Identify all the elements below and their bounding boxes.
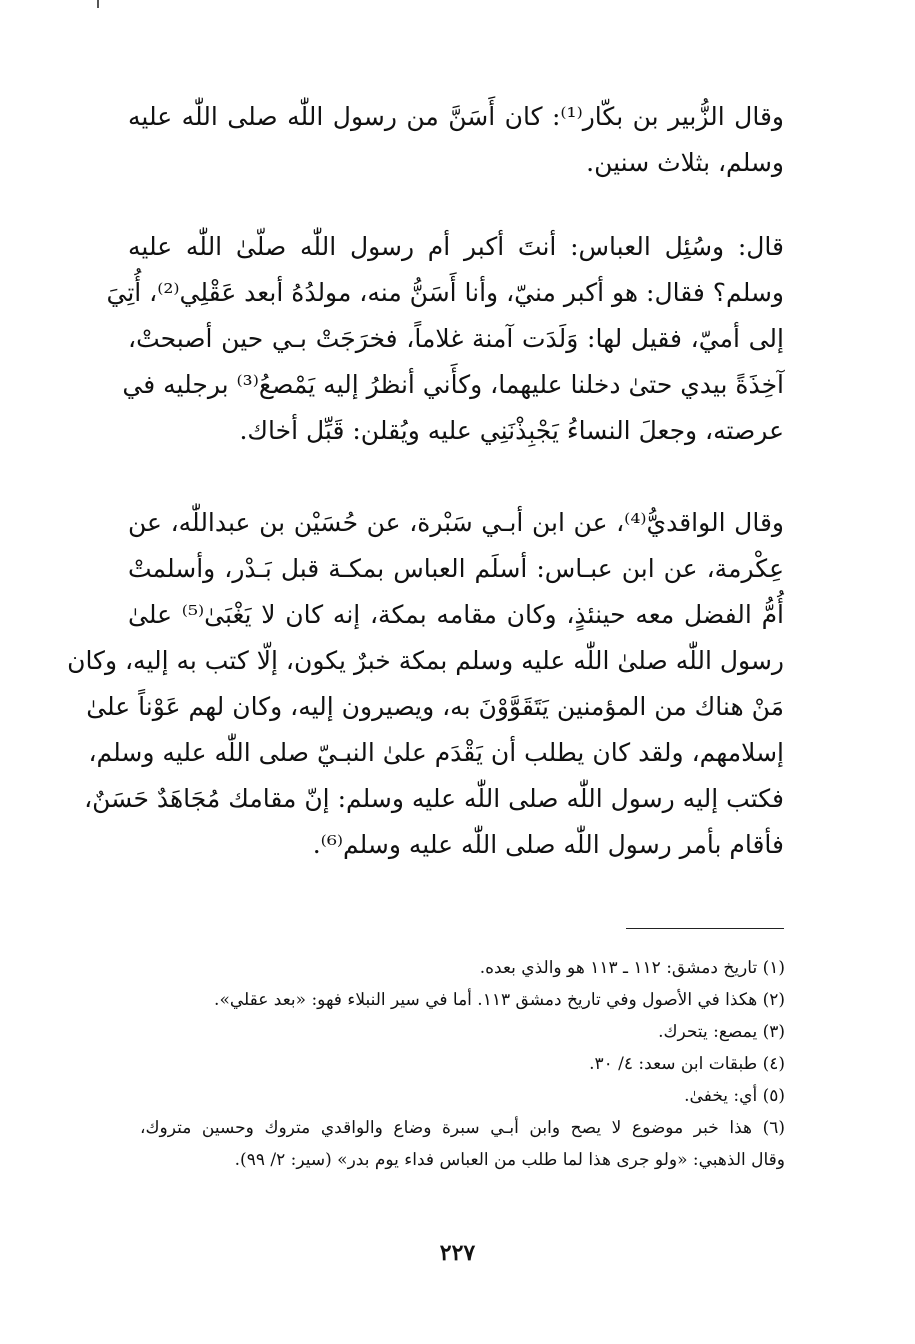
text-line: رسول اللّٰه صلىٰ اللّٰه عليه وسلم بمكة خبرٌ يكون، إلّا كتب به إليه، وكان <box>67 646 784 675</box>
text-line: عرصته، وجعلَ النساءُ يَجْبِذْنَنِي عليه ويُقلن: قَبِّل أخاك. <box>239 416 784 445</box>
text-line: فأقام بأمر رسول اللّٰه صلى اللّٰه عليه وسلم⁽⁶⁾. <box>312 830 784 859</box>
text-line: مَنْ هناك من المؤمنين يَتَقَوَّوْنَ به، ويصيرون إليه، وكان لهم عَوْناً علىٰ <box>86 692 784 721</box>
text-line: آخِذَةً بيدي حتىٰ دخلنا عليهما، وكأَني أنظرُ إليه يَمْصعُ⁽³⁾ برجليه في <box>122 370 784 399</box>
text-line: وسلم؟ فقال: هو أكبر منيّ، وأنا أَسَنُّ منه، مولدُهُ أبعد عَقْلِي⁽²⁾، أُتِيَ <box>106 278 784 307</box>
footnote-3: (٣) يمصع: يتحرك. <box>658 1022 785 1042</box>
footnote-6: (٦) هذا خبر موضوع لا يصح وابن أبـي سبرة وضاع والواقدي متروك وحسين متروك، <box>140 1118 785 1138</box>
footnotes <box>140 952 785 1176</box>
footnote-6-continued: وقال الذهبي: «ولو جرى هذا لما طلب من العباس فداء يوم بدر» (سير: ٢/ ٩٩). <box>234 1150 785 1170</box>
text-line: عِكْرمة، عن ابن عبـاس: أسلَم العباس بمكـة قبل بَـدْر، وأسلمتْ <box>128 554 784 583</box>
text-line: إسلامهم، ولقد كان يطلب أن يَقْدَم علىٰ النبـيّ صلى اللّٰه عليه وسلم، <box>88 738 784 767</box>
footnote-2: (٢) هكذا في الأصول وفي تاريخ دمشق ١١٣. أما في سير النبلاء فهو: «بعد عقلي». <box>214 990 785 1010</box>
paragraph-3 <box>67 500 784 868</box>
text-line: وسلم، بثلاث سنين. <box>586 148 784 177</box>
footnote-separator <box>626 928 784 929</box>
paragraph-1 <box>128 94 784 186</box>
footnote-1: (١) تاريخ دمشق: ١١٢ ـ ١١٣ هو والذي بعده. <box>479 958 785 978</box>
footnote-5: (٥) أي: يخفىٰ. <box>684 1086 785 1106</box>
text-line: وقال الواقديُّ⁽⁴⁾، عن ابن أبـي سَبْرة، عن حُسَيْن بن عبداللّٰه، عن <box>128 508 784 537</box>
footnote-4: (٤) طبقات ابن سعد: ٤/ ٣٠. <box>589 1054 785 1074</box>
text-line: وقال الزُّبير بن بكّار⁽¹⁾: كان أَسَنَّ من رسول اللّٰه صلى اللّٰه عليه <box>128 102 784 131</box>
text-line: فكتب إليه رسول اللّٰه صلى اللّٰه عليه وسلم: إنّ مقامك مُجَاهَدٌ حَسَنٌ، <box>84 784 784 813</box>
text-line: قال: وسُئِل العباس: أنتَ أكبر أم رسول اللّٰه صلّىٰ اللّٰه عليه <box>128 232 784 261</box>
corner-mark <box>97 0 99 8</box>
paragraph-2 <box>106 224 784 454</box>
page-number: ٢٢٧ <box>439 1240 476 1266</box>
text-line: إلى أميّ، فقيل لها: وَلَدَت آمنة غلاماً، فخرَجَتْ بـي حين أصبحتْ، <box>128 324 784 353</box>
text-line: أُمُّ الفضل معه حينئذٍ، وكان مقامه بمكة، إنه كان لا يَغْبَىٰ⁽⁵⁾ علىٰ <box>128 600 784 629</box>
